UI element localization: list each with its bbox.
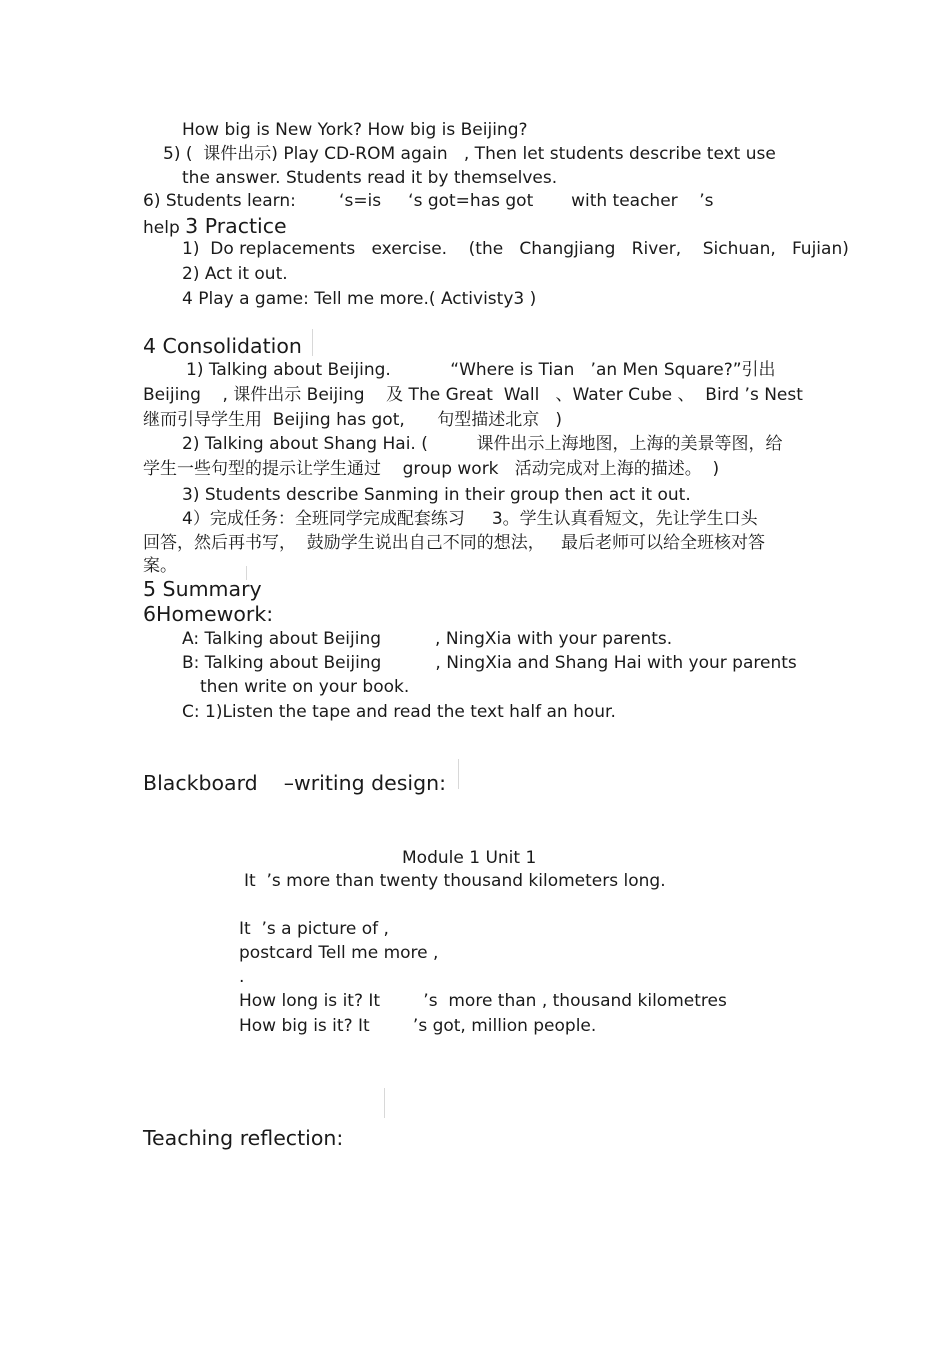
text-line: 学生一些句型的提示让学生通过 group work 活动完成对上海的描述。 ): [143, 459, 720, 479]
text-line: Beijing , 课件出示 Beijing 及 The Great Wall 、Water Cube 、 Bird ’s Nest: [143, 385, 803, 405]
cursor-mark: [312, 329, 313, 356]
section-heading-summary: 5 Summary: [143, 577, 262, 601]
text-line: 2) Talking about Shang Hai. ( 课件出示上海地图，上海的美景等图，给: [182, 434, 783, 454]
text-line: [143, 213, 287, 239]
text-line: .: [239, 967, 245, 987]
text-line: 回答，然后再书写， 鼓励学生说出自己不同的想法， 最后老师可以给全班核对答: [143, 533, 766, 553]
text-line: 案。: [143, 556, 177, 576]
text-line: then write on your book.: [200, 677, 410, 697]
board-title: Module 1 Unit 1: [402, 848, 537, 868]
cursor-mark: [458, 759, 459, 789]
text-line: 5) ( 课件出示) Play CD-ROM again , Then let students describe text use: [163, 144, 776, 164]
text-line: How big is New York? How big is Beijing?: [182, 120, 528, 140]
text-line: 1) Do replacements exercise. (the Changjiang River, Sichuan, Fujian): [182, 239, 849, 259]
text-line: It ’s a picture of ,: [239, 919, 389, 939]
text-line: B: Talking about Beijing , NingXia and Shang Hai with your parents: [182, 653, 797, 673]
text-fragment: help: [143, 218, 186, 238]
section-heading-homework: 6Homework:: [143, 602, 274, 626]
text-line: postcard Tell me more ,: [239, 943, 439, 963]
text-line: It ’s more than twenty thousand kilometers long.: [244, 871, 666, 891]
text-line: How long is it? It ’s more than , thousand kilometres: [239, 991, 727, 1011]
text-line: 4）完成任务：全班同学完成配套练习 3。学生认真看短文，先让学生口头: [182, 509, 758, 529]
text-line: A: Talking about Beijing , NingXia with your parents.: [182, 629, 673, 649]
text-line: 4 Play a game: Tell me more.( Activisty3 ): [182, 289, 537, 309]
section-heading-practice: 3 Practice: [185, 214, 287, 238]
text-line: the answer. Students read it by themselves.: [182, 168, 558, 188]
text-line: 3) Students describe Sanming in their group then act it out.: [182, 485, 691, 505]
text-line: 6) Students learn: ‘s=is ‘s got=has got with teacher ’s: [143, 191, 714, 211]
section-heading-reflection: Teaching reflection:: [143, 1126, 344, 1150]
text-line: 继而引导学生用 Beijing has got, 句型描述北京 ): [143, 410, 563, 430]
section-heading-blackboard: Blackboard –writing design:: [143, 771, 447, 795]
text-line: 1) Talking about Beijing. “Where is Tian ’an Men Square?”引出: [186, 360, 776, 380]
text-line: 2) Act it out.: [182, 264, 288, 284]
cursor-mark: [384, 1088, 385, 1118]
text-line: How big is it? It ’s got, million people.: [239, 1016, 597, 1036]
text-line: C: 1)Listen the tape and read the text half an hour.: [182, 702, 616, 722]
section-heading-consolidation: 4 Consolidation: [143, 334, 302, 358]
